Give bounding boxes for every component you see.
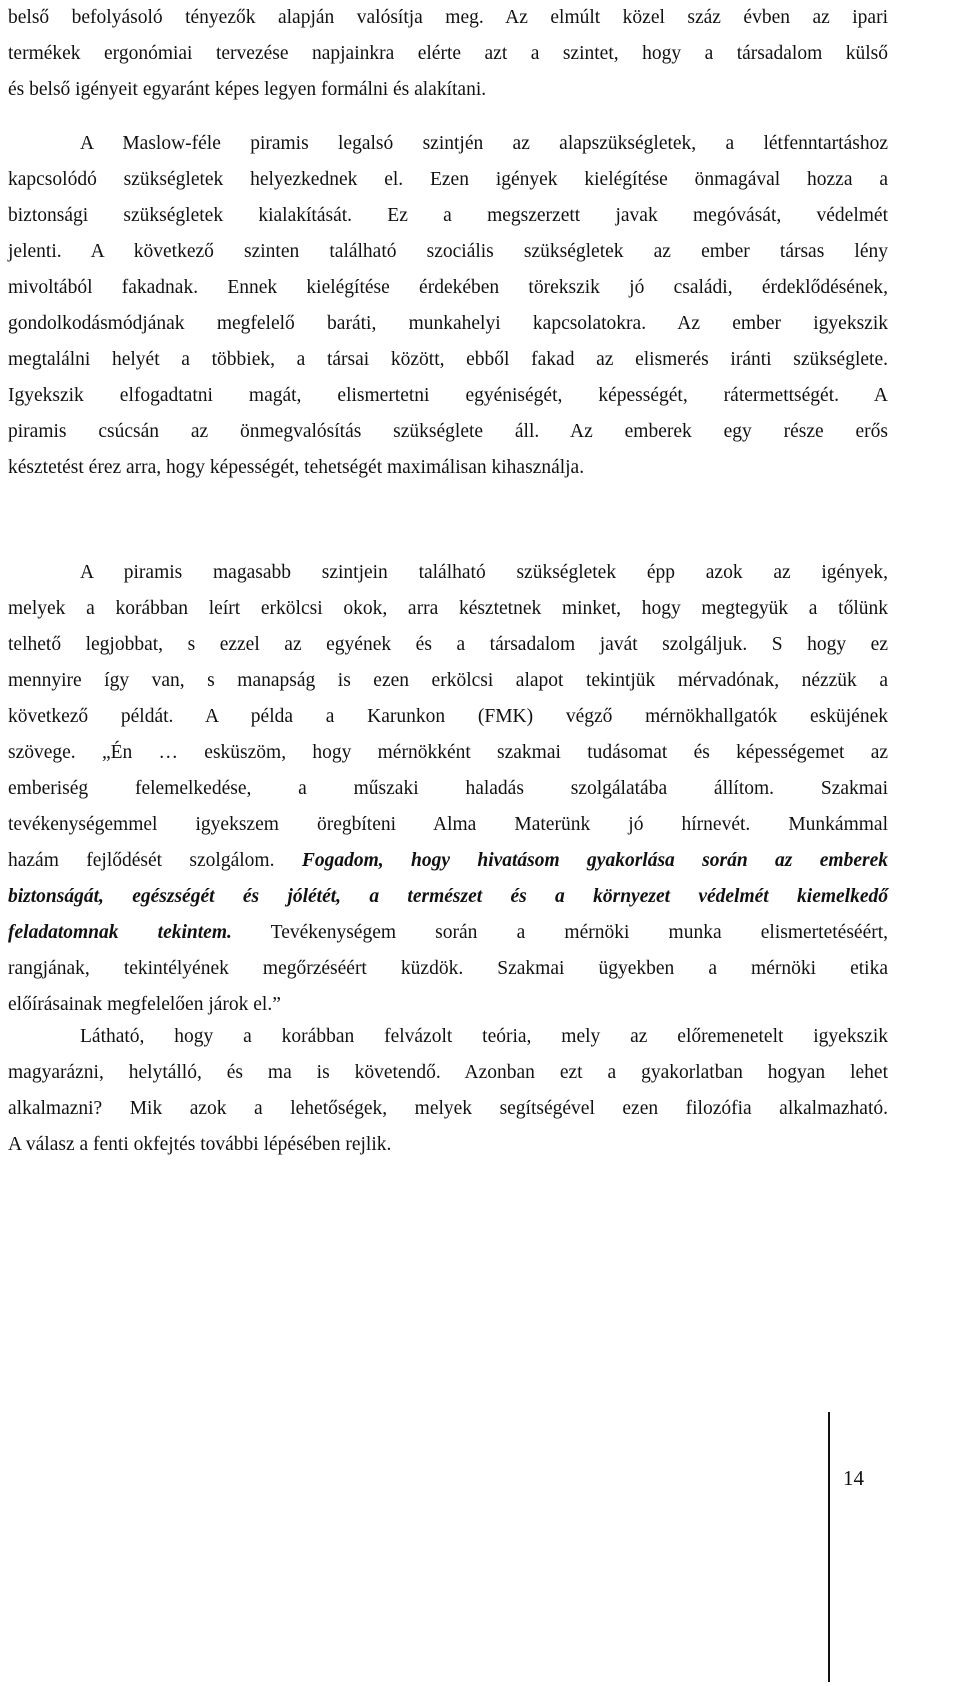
text-line: mennyire így van, s manapság is ezen erkölcsi alapot tekintjük mérvadónak, nézzük a [8, 670, 888, 691]
text-line: A válasz a fenti okfejtés további lépésében rejlik. [8, 1134, 392, 1155]
text-line: piramis csúcsán az önmegvalósítás szükséglete áll. Az emberek egy része erős [8, 421, 888, 442]
text-run: Tevékenységem során a mérnöki munka elismertetéséért, [231, 922, 889, 943]
text-line [8, 915, 888, 951]
text-line: melyek a korábban leírt erkölcsi okok, arra késztetnek minket, hogy megtegyük a tőlünk [8, 598, 888, 619]
text-line [8, 879, 888, 915]
page-number: 14 [843, 1466, 864, 1490]
text-line: tevékenységemmel igyekszem öregbíteni Alma Materünk jó hírnevét. Munkámmal [8, 814, 888, 835]
text-line: mivoltából fakadnak. Ennek kielégítése érdekében törekszik jó családi, érdeklődésének, [8, 277, 888, 298]
text-line: kapcsolódó szükségletek helyezkednek el. Ezen igények kielégítése önmagával hozza a [8, 169, 888, 190]
text-line: A piramis magasabb szintjein található szükségletek épp azok az igények, [80, 562, 888, 583]
text-line: telhető legjobbat, s ezzel az egyének és a társadalom javát szolgáljuk. S hogy ez [8, 634, 888, 655]
text-line: és belső igényeit egyaránt képes legyen formálni és alakítani. [8, 79, 487, 100]
footer-divider [828, 1412, 830, 1682]
text-line [8, 843, 888, 879]
text-line: Igyekszik elfogadtatni magát, elismertetni egyéniségét, képességét, rátermettségét. A [8, 385, 888, 406]
text-line: magyarázni, helytálló, és ma is követendő. Azonban ezt a gyakorlatban hogyan lehet [8, 1062, 888, 1083]
emphasis-run: Fogadom, hogy hivatásom gyakorlása során az emberek [301, 850, 888, 871]
text-line: A Maslow-féle piramis legalsó szintjén az alapszükségletek, a létfenntartáshoz [80, 133, 888, 154]
text-line: termékek ergonómiai tervezése napjainkra elérte azt a szintet, hogy a társadalom külső [8, 43, 888, 64]
text-line: emberiség felemelkedése, a műszaki haladás szolgálatába állítom. Szakmai [8, 778, 888, 799]
text-line: gondolkodásmódjának megfelelő baráti, munkahelyi kapcsolatokra. Az ember igyekszik [8, 313, 888, 334]
emphasis-run: feladatomnak tekintem. [8, 922, 232, 943]
paragraph-2 [8, 126, 888, 486]
text-line: biztonsági szükségletek kialakítását. Ez a megszerzett javak megóvását, védelmét [8, 205, 888, 226]
paragraph-4 [8, 1019, 888, 1163]
text-line: késztetést érez arra, hogy képességét, tehetségét maximálisan kihasználja. [8, 457, 585, 478]
text-line: előírásainak megfelelően járok el.” [8, 994, 281, 1015]
text-line: megtalálni helyét a többiek, a társai között, ebből fakad az elismerés iránti szükséglete. [8, 349, 888, 370]
text-line: Látható, hogy a korábban felvázolt teória, mely az előremenetelt igyekszik [80, 1026, 888, 1047]
text-line: jelenti. A következő szinten található szociális szükségletek az ember társas lény [8, 241, 888, 262]
text-line: szövege. „Én … esküszöm, hogy mérnökként szakmai tudásomat és képességemet az [8, 742, 888, 763]
text-line: alkalmazni? Mik azok a lehetőségek, melyek segítségével ezen filozófia alkalmazható. [8, 1098, 888, 1119]
paragraph-3 [8, 555, 888, 1023]
text-line: következő példát. A példa a Karunkon (FMK) végző mérnökhallgatók esküjének [8, 706, 888, 727]
paragraph-1 [8, 0, 888, 108]
text-run: hazám fejlődését szolgálom. [8, 850, 302, 871]
emphasis-run: biztonságát, egészségét és jólétét, a természet és a környezet védelmét kiemelkedő [8, 886, 888, 907]
text-line: rangjának, tekintélyének megőrzéséért küzdök. Szakmai ügyekben a mérnöki etika [8, 958, 888, 979]
text-line: belső befolyásoló tényezők alapján valósítja meg. Az elmúlt közel száz évben az ipari [8, 7, 888, 28]
